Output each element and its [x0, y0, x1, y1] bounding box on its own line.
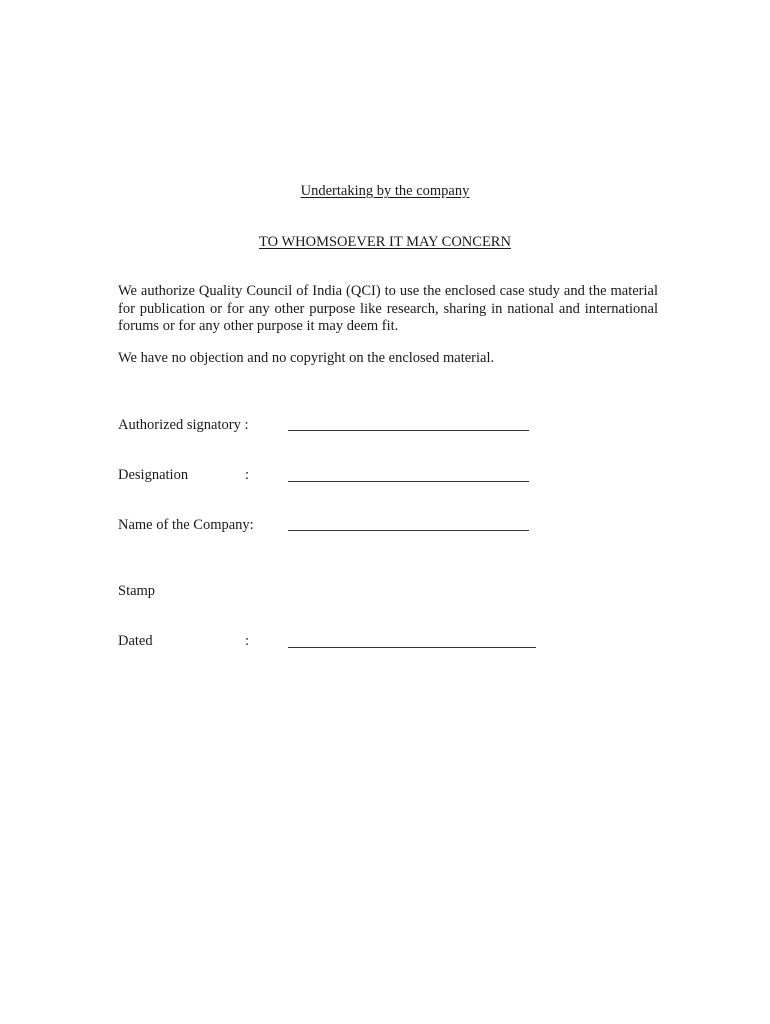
dated-label: Dated	[118, 633, 153, 649]
authorized-signatory-line	[288, 430, 529, 431]
dated-line	[288, 647, 536, 648]
dated-colon: :	[245, 633, 250, 649]
document-title: Undertaking by the company	[300, 183, 470, 199]
designation-label: Designation	[118, 467, 189, 483]
company-name-line	[288, 530, 529, 531]
designation-line	[288, 481, 529, 482]
authorized-signatory-label: Authorized signatory :	[118, 417, 249, 433]
no-objection-paragraph: We have no objection and no copyright on the enclosed material.	[118, 350, 495, 366]
designation-colon: :	[245, 467, 250, 483]
stamp-label: Stamp	[118, 583, 156, 599]
authorization-paragraph: We authorize Quality Council of India (QCI) to use the enclosed case study and the material for publication or for any other purpose like research, sharing in national and international forums or for any other purpose it may deem fit.	[118, 283, 658, 334]
company-name-label: Name of the Company:	[118, 517, 254, 533]
document-subtitle: TO WHOMSOEVER IT MAY CONCERN	[259, 234, 511, 250]
